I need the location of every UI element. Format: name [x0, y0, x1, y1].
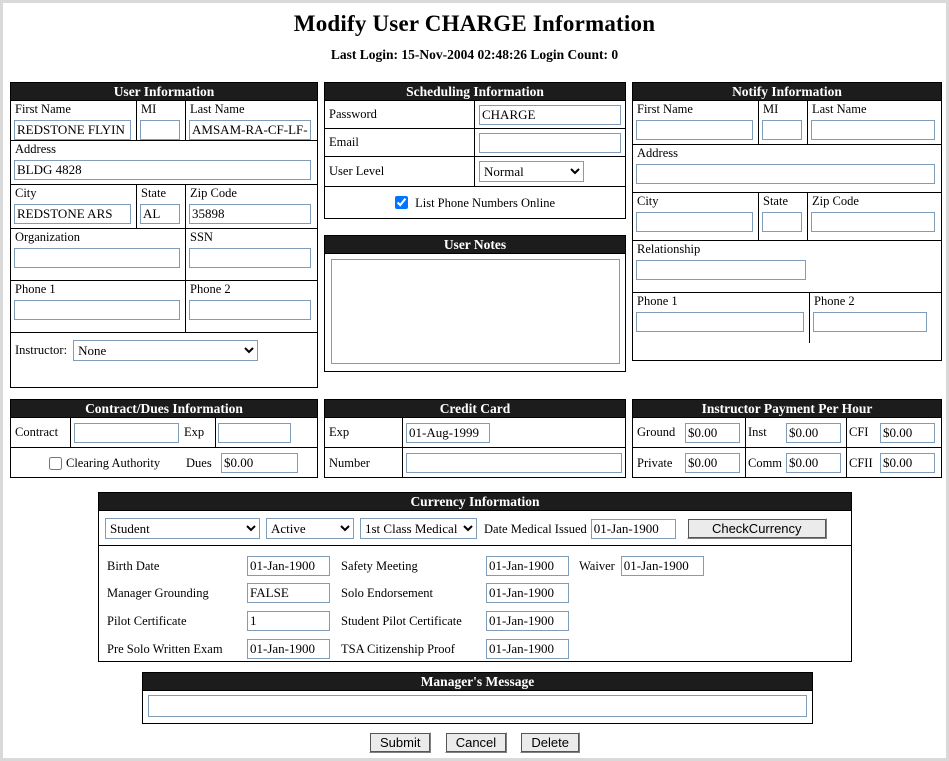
label-notify-first-name: First Name: [637, 102, 693, 116]
label-last-name: Last Name: [190, 102, 245, 116]
notify-mi-input[interactable]: [762, 120, 802, 140]
notify-state-input[interactable]: [762, 212, 802, 232]
manager-grounding-input[interactable]: [247, 583, 330, 603]
label-inst: Inst: [748, 425, 767, 439]
label-ground: Ground: [637, 425, 676, 439]
contract-exp-input[interactable]: [218, 423, 291, 443]
label-waiver: Waiver: [579, 558, 615, 573]
panel-currency-information: [98, 492, 852, 662]
user-information-heading: User Information: [11, 83, 317, 101]
label-private: Private: [637, 455, 673, 470]
birth-date-input[interactable]: [247, 556, 330, 576]
notify-address-input[interactable]: [636, 164, 935, 184]
student-pilot-certificate-input[interactable]: [486, 611, 569, 631]
private-input[interactable]: [685, 453, 740, 473]
label-first-name: First Name: [15, 102, 71, 116]
label-pre-solo-written-exam: Pre Solo Written Exam: [107, 642, 223, 656]
label-phone2: Phone 2: [190, 282, 231, 296]
label-user-level: User Level: [329, 164, 385, 178]
label-notify-zip: Zip Code: [812, 194, 859, 208]
label-notify-mi: MI: [763, 102, 779, 116]
state-input[interactable]: [140, 204, 180, 224]
cfii-input[interactable]: [880, 453, 935, 473]
list-phone-numbers-checkbox[interactable]: [395, 196, 408, 209]
notify-city-input[interactable]: [636, 212, 753, 232]
phone1-input[interactable]: [14, 300, 180, 320]
ground-input[interactable]: [685, 423, 740, 443]
scheduling-information-heading: Scheduling Information: [325, 83, 625, 101]
ssn-input[interactable]: [189, 248, 311, 268]
mi-input[interactable]: [140, 120, 180, 140]
contract-dues-heading: Contract/Dues Information: [11, 400, 317, 418]
label-cfii: CFII: [849, 455, 873, 470]
panel-managers-message: [142, 672, 813, 724]
form-button-bar: [3, 732, 946, 753]
notify-last-name-input[interactable]: [811, 120, 935, 140]
label-zip: Zip Code: [190, 186, 237, 200]
label-clearing-authority: Clearing Authority: [66, 455, 161, 470]
list-phone-numbers-online-row[interactable]: [395, 196, 555, 211]
submit-button[interactable]: Submit: [369, 732, 431, 753]
label-notify-last-name: Last Name: [812, 102, 867, 116]
notify-zip-input[interactable]: [811, 212, 935, 232]
user-notes-heading: User Notes: [325, 236, 625, 254]
dues-input[interactable]: [221, 453, 298, 473]
city-input[interactable]: [14, 204, 131, 224]
delete-button[interactable]: Delete: [520, 732, 580, 753]
first-name-input[interactable]: [14, 120, 131, 140]
label-instructor: Instructor:: [15, 343, 68, 357]
label-password: Password: [329, 107, 377, 121]
label-notify-phone2: Phone 2: [814, 294, 855, 308]
address-input[interactable]: [14, 160, 311, 180]
label-solo-endorsement: Solo Endorsement: [341, 586, 434, 600]
label-cc-number: Number: [329, 455, 370, 470]
solo-endorsement-input[interactable]: [486, 583, 569, 603]
instructor-payment-heading: Instructor Payment Per Hour: [633, 400, 941, 418]
label-email: Email: [329, 135, 359, 149]
label-dues: Dues: [186, 455, 212, 470]
zip-input[interactable]: [189, 204, 311, 224]
label-phone1: Phone 1: [15, 282, 56, 296]
phone2-input[interactable]: [189, 300, 311, 320]
tsa-citizenship-proof-input[interactable]: [486, 639, 569, 659]
label-relationship: Relationship: [637, 242, 701, 256]
login-info: Last Login: 15-Nov-2004 02:48:26 Login Count: 0: [330, 47, 619, 62]
currency-status-select[interactable]: [266, 518, 354, 539]
panel-scheduling-information: [324, 82, 626, 219]
pilot-certificate-input[interactable]: [247, 611, 330, 631]
check-currency-button[interactable]: CheckCurrency: [687, 518, 827, 539]
label-safety-meeting: Safety Meeting: [341, 558, 418, 573]
cc-number-input[interactable]: [406, 453, 622, 473]
page-title: Modify User CHARGE Information: [293, 11, 656, 36]
relationship-input[interactable]: [636, 260, 806, 280]
managers-message-textarea[interactable]: [148, 695, 807, 717]
label-cc-exp: Exp: [329, 425, 350, 439]
inst-input[interactable]: [786, 423, 841, 443]
instructor-select[interactable]: [73, 340, 258, 361]
label-mi: MI: [141, 102, 157, 116]
safety-meeting-input[interactable]: [486, 556, 569, 576]
label-manager-grounding: Manager Grounding: [107, 586, 209, 600]
clearing-authority-row[interactable]: [49, 456, 160, 471]
password-input[interactable]: [479, 105, 621, 125]
label-comm: Comm: [748, 455, 783, 470]
label-pilot-certificate: Pilot Certificate: [107, 614, 187, 628]
panel-notify-information: [632, 82, 942, 361]
panel-credit-card: [324, 399, 626, 478]
comm-input[interactable]: [786, 453, 841, 473]
clearing-authority-checkbox[interactable]: [49, 457, 62, 470]
label-contract-exp: Exp: [184, 425, 205, 439]
pre-solo-written-exam-input[interactable]: [247, 639, 330, 659]
label-student-pilot-certificate: Student Pilot Certificate: [341, 614, 462, 628]
label-date-medical-issued: Date Medical Issued: [484, 521, 587, 536]
notify-information-heading: Notify Information: [633, 83, 941, 101]
panel-user-notes: [324, 235, 626, 372]
contract-input[interactable]: [74, 423, 179, 443]
email-input[interactable]: [479, 133, 621, 153]
label-city: City: [15, 186, 37, 200]
label-contract: Contract: [15, 425, 59, 439]
label-tsa-citizenship-proof: TSA Citizenship Proof: [341, 642, 455, 656]
label-birth-date: Birth Date: [107, 558, 160, 573]
managers-message-heading: Manager's Message: [143, 673, 812, 691]
notify-phone2-input[interactable]: [813, 312, 927, 332]
cfi-input[interactable]: [880, 423, 935, 443]
panel-user-information: [10, 82, 318, 388]
user-notes-textarea[interactable]: [331, 259, 620, 364]
notify-phone1-input[interactable]: [636, 312, 804, 332]
currency-role-select[interactable]: [105, 518, 260, 539]
label-state: State: [141, 186, 166, 200]
label-notify-address: Address: [637, 146, 678, 160]
panel-contract-dues: [10, 399, 318, 478]
organization-input[interactable]: [14, 248, 180, 268]
panel-instructor-payment: [632, 399, 942, 478]
label-notify-state: State: [763, 194, 788, 208]
last-name-input[interactable]: [189, 120, 311, 140]
label-notify-phone1: Phone 1: [637, 294, 678, 308]
label-ssn: SSN: [190, 230, 213, 244]
label-list-phone-numbers: List Phone Numbers Online: [415, 195, 556, 210]
label-cfi: CFI: [849, 425, 869, 439]
cc-exp-input[interactable]: [406, 423, 490, 443]
date-medical-issued-input[interactable]: [591, 519, 676, 539]
cancel-button[interactable]: Cancel: [445, 732, 507, 753]
waiver-input[interactable]: [621, 556, 704, 576]
credit-card-heading: Credit Card: [325, 400, 625, 418]
notify-first-name-input[interactable]: [636, 120, 753, 140]
label-organization: Organization: [15, 230, 81, 244]
label-address: Address: [15, 142, 56, 156]
user-level-select[interactable]: [479, 161, 584, 182]
currency-medical-select[interactable]: [360, 518, 477, 539]
currency-information-heading: Currency Information: [99, 493, 851, 511]
label-notify-city: City: [637, 194, 659, 208]
